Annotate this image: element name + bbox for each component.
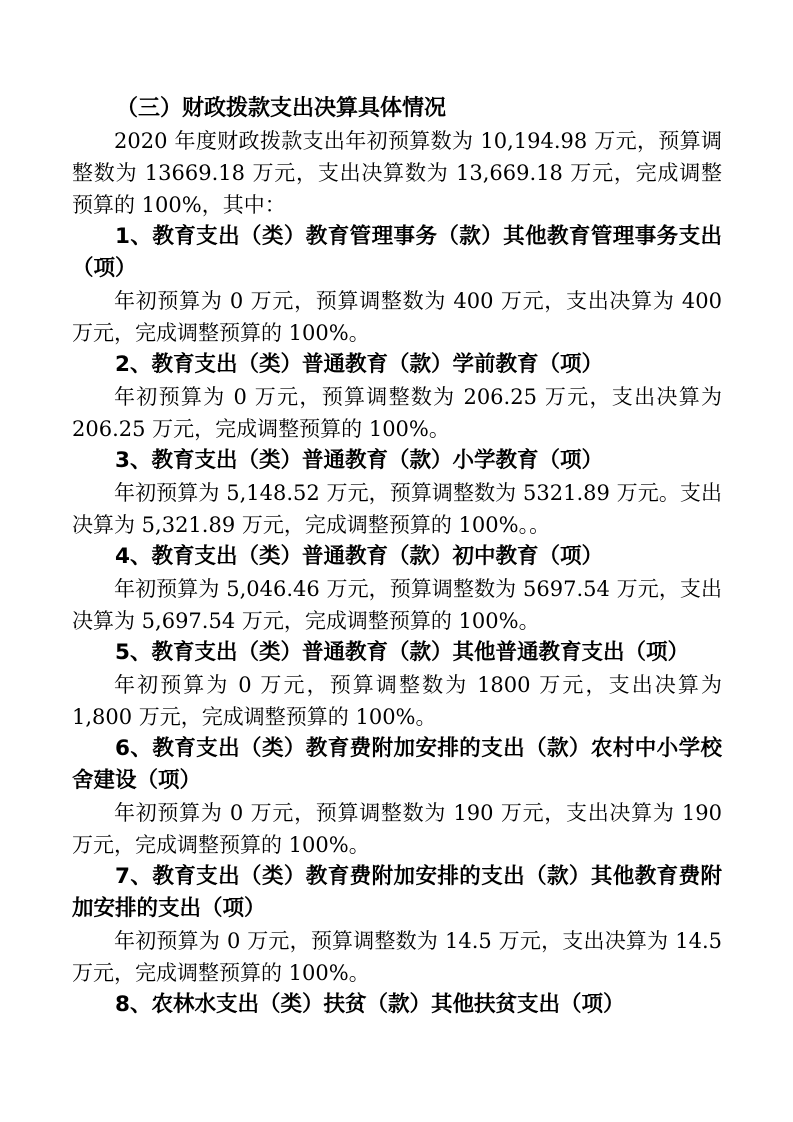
- item-title: 1、教育支出（类）教育管理事务（款）其他教育管理事务支出（项）: [72, 224, 722, 281]
- item-title: 3、教育支出（类）普通教育（款）小学教育（项）: [115, 448, 603, 473]
- budget-item: [72, 445, 722, 541]
- item-body: 年初预算为 5,148.52 万元，预算调整数为 5321.89 万元。支出决算为 5,321.89 万元，完成调整预算的 100%。。: [72, 481, 722, 537]
- budget-item: [72, 989, 722, 1021]
- item-body: 年初预算为 0 万元，预算调整数为 1800 万元，支出决算为 1,800 万元，完成调整预算的 100%。: [72, 673, 722, 729]
- budget-item: [72, 637, 722, 733]
- section-heading: （三）财政拨款支出决算具体情况: [116, 96, 447, 121]
- item-body: 年初预算为 0 万元，预算调整数为 190 万元，支出决算为 190 万元，完成调整预算的 100%。: [72, 801, 722, 857]
- item-title: 4、教育支出（类）普通教育（款）初中教育（项）: [115, 544, 603, 569]
- item-body: 年初预算为 0 万元，预算调整数为 400 万元，支出决算为 400 万元，完成调整预算的 100%。: [72, 289, 722, 345]
- item-title: 2、教育支出（类）普通教育（款）学前教育（项）: [115, 352, 603, 377]
- item-title: 7、教育支出（类）教育费附加安排的支出（款）其他教育费附加安排的支出（项）: [72, 864, 722, 921]
- item-body: 年初预算为 5,046.46 万元，预算调整数为 5697.54 万元，支出决算为 5,697.54 万元，完成调整预算的 100%。: [72, 577, 722, 633]
- budget-item: [72, 349, 722, 445]
- budget-item: [72, 861, 722, 989]
- item-title: 8、农林水支出（类）扶贫（款）其他扶贫支出（项）: [115, 992, 625, 1017]
- item-body: 年初预算为 0 万元，预算调整数为 14.5 万元，支出决算为 14.5 万元，完成调整预算的 100%。: [72, 929, 722, 985]
- budget-item: [72, 733, 722, 861]
- item-body: 年初预算为 0 万元，预算调整数为 206.25 万元，支出决算为 206.25 万元，完成调整预算的 100%。: [72, 385, 722, 441]
- item-title: 6、教育支出（类）教育费附加安排的支出（款）农村中小学校舍建设（项）: [72, 736, 722, 793]
- budget-item: [72, 541, 722, 637]
- item-title: 5、教育支出（类）普通教育（款）其他普通教育支出（项）: [115, 640, 689, 665]
- budget-items: [72, 221, 722, 1021]
- intro-paragraph: 2020 年度财政拨款支出年初预算数为 10,194.98 万元，预算调整数为 13669.18 万元，支出决算数为 13,669.18 万元，完成调整预算的 100%，其中：: [72, 129, 722, 217]
- budget-item: [72, 221, 722, 349]
